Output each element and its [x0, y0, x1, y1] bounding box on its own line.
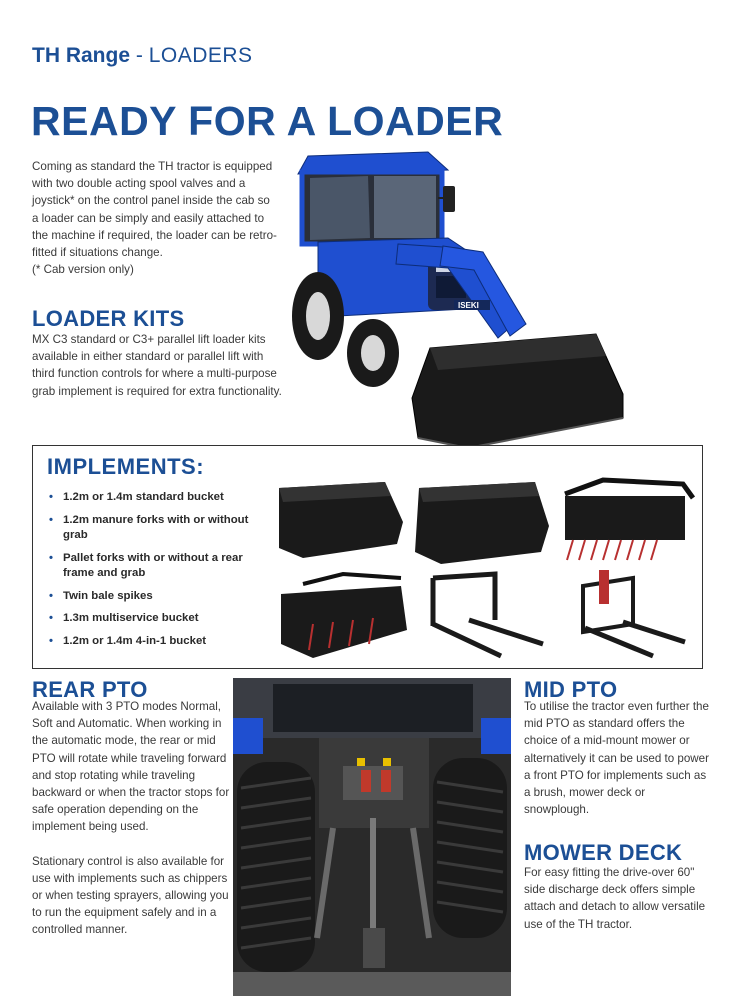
bullet-icon: •	[49, 634, 53, 647]
list-item	[47, 551, 267, 582]
four-in-one-bucket-image	[281, 574, 407, 658]
header-separator: -	[135, 44, 143, 67]
loader-kits-heading: LOADER KITS	[32, 306, 185, 331]
list-item	[47, 513, 267, 544]
mid-pto-body: To utilise the tractor even further the mid PTO as standard offers the choice of a mid-mount mower or alternatively it can be used to power a front PTO for implements such as a brush, mower deck or snowplough.	[524, 700, 709, 817]
list-item	[47, 490, 267, 506]
multiservice-bucket-image	[415, 482, 549, 564]
list-item	[47, 634, 267, 650]
intro-text	[32, 158, 277, 278]
bullet-icon: •	[49, 513, 53, 526]
implements-list	[47, 490, 267, 656]
bullet-icon: •	[49, 612, 53, 624]
bullet-icon: •	[49, 551, 53, 564]
mower-deck-body: For easy fitting the drive-over 60" side discharge deck offers simple attach and detach to allow versatile use of the TH tractor.	[524, 866, 706, 931]
iseki-logo-text: ISEKI	[458, 301, 479, 310]
rear-pto-heading: REAR PTO	[32, 677, 148, 702]
list-item	[47, 589, 267, 605]
implement-label: Pallet forks with or without a rear frame and grab	[63, 551, 243, 579]
page-header	[32, 44, 253, 68]
tractor-rear-image	[233, 678, 511, 996]
implement-label: 1.2m manure forks with or without grab	[63, 513, 249, 541]
tractor-with-loader-image	[278, 148, 633, 478]
pallet-forks-image	[433, 574, 543, 656]
rear-pto-body	[32, 698, 230, 939]
implement-label: 1.3m multiservice bucket	[63, 612, 199, 624]
rear-pto-photo	[233, 678, 511, 996]
standard-bucket-image	[279, 482, 403, 558]
rear-pto-paragraph-2: Stationary control is also available for use with implements such as chippers or when testing sprayers, allowing you to run the equipment safely and in a controlled manner.	[32, 854, 229, 937]
implements-heading: IMPLEMENTS:	[47, 454, 205, 479]
implements-panel	[32, 445, 703, 669]
bullet-icon: •	[49, 491, 53, 503]
loader-kits-body: MX C3 standard or C3+ parallel lift loader kits available in either standard or parallel lift with third function controls for where a multi-purpose grab implement is required for extra functionality.	[32, 333, 282, 398]
page-title: READY FOR A LOADER	[31, 98, 504, 144]
manure-fork-grab-image	[565, 480, 693, 560]
intro-paragraph: Coming as standard the TH tractor is equipped with two double acting spool valves and a joystick* on the control panel inside the cab so a loader can be simply and easily attached to the machine if required, the loader can be retro-fitted if situations change.	[32, 160, 277, 260]
section-label: LOADERS	[148, 44, 253, 67]
intro-note: (* Cab version only)	[32, 263, 134, 277]
implement-label: Twin bale spikes	[63, 589, 153, 602]
mid-pto-heading: MID PTO	[524, 677, 618, 702]
range-label: TH Range	[32, 44, 131, 67]
list-item	[47, 611, 267, 627]
rear-pto-paragraph-1: Available with 3 PTO modes Normal, Soft and Automatic. When working in the automatic mode, the rear or mid PTO will rotate while traveling forward and stop rotating while traveling backward or when the tractor stops for safe operation depending on the implement being used.	[32, 700, 230, 834]
implement-label: 1.2m or 1.4m 4-in-1 bucket	[63, 634, 207, 647]
twin-bale-spikes-image	[583, 570, 685, 656]
implement-label: 1.2m or 1.4m standard bucket	[63, 491, 224, 503]
implements-gallery	[273, 474, 698, 664]
bullet-icon: •	[49, 589, 53, 602]
mower-deck-heading: MOWER DECK	[524, 840, 683, 865]
